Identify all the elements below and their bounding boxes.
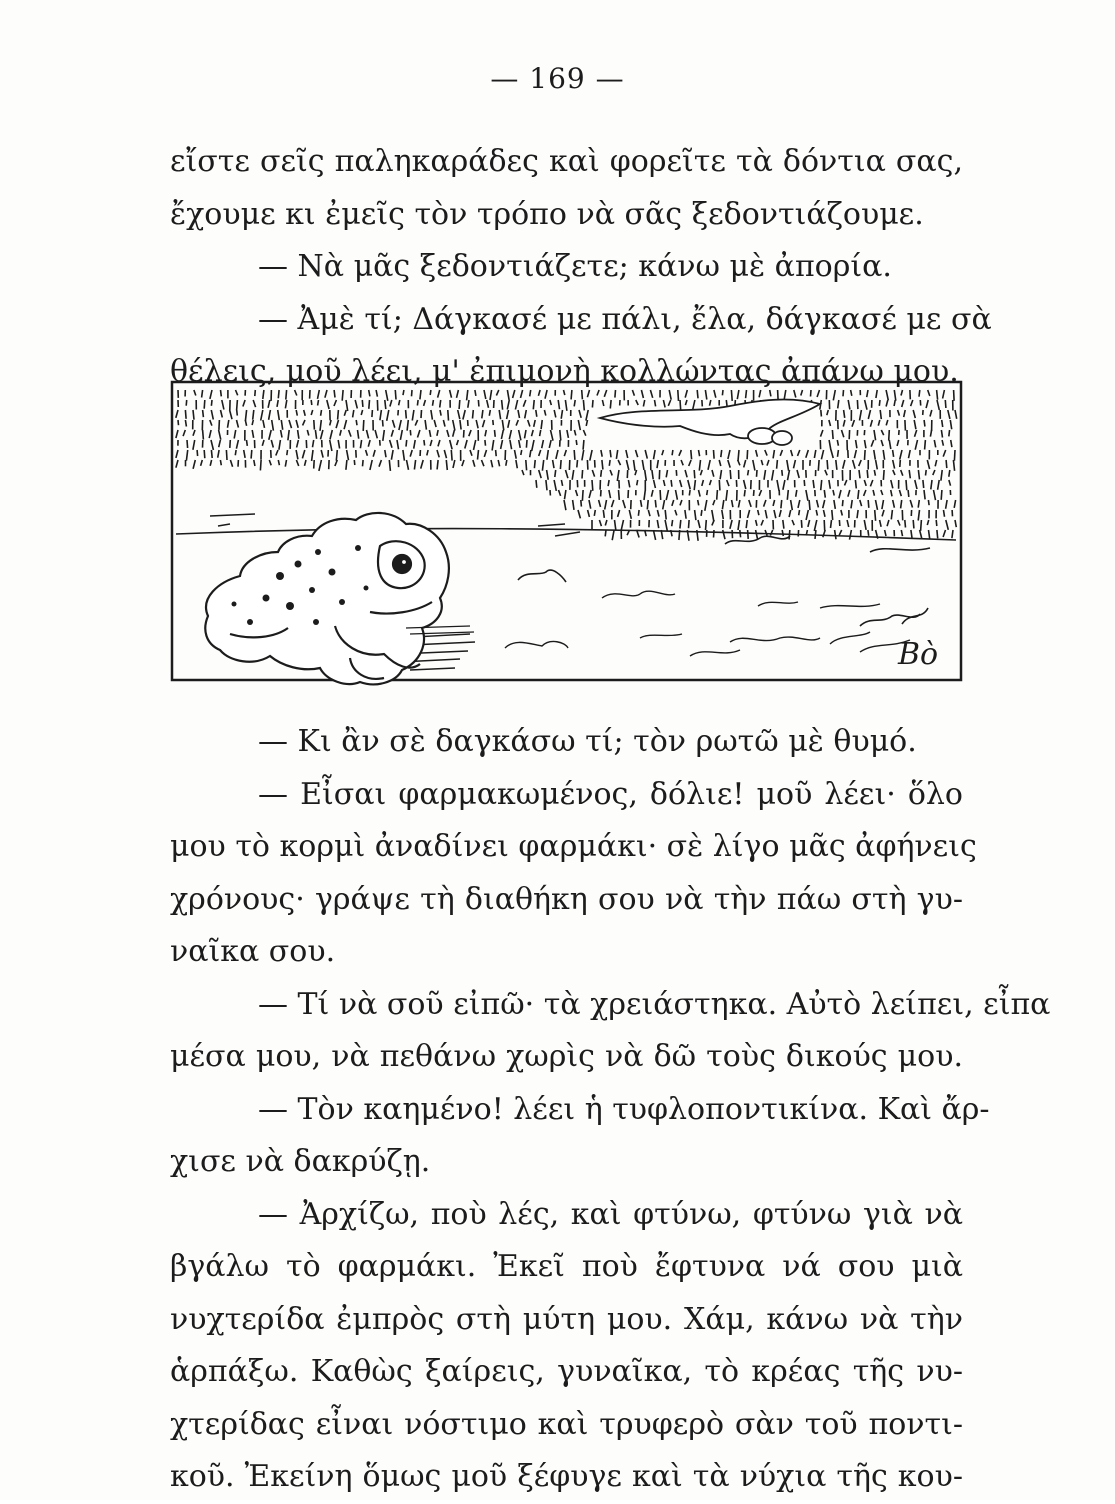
text-line: χτερίδας εἶναι νόστιμο καὶ τρυφερὸ σὰν τοῦ ποντι- <box>170 1406 963 1442</box>
text-line: κοῦ. Ἐκείνη ὅμως μοῦ ξέφυγε καὶ τὰ νύχια τῆς κου- <box>170 1459 963 1494</box>
text-line: ναῖκα σου. <box>170 934 336 969</box>
text-line: ἔχουμε κι ἐμεῖς τὸν τρόπο νὰ σᾶς ξεδοντιάζουμε. <box>170 196 924 232</box>
dialogue-line: — Τί νὰ σοῦ εἰπῶ· τὰ χρειάστηκα. Αὐτὸ λείπει, εἶπα <box>258 986 1051 1022</box>
dialogue-line: — Εἶσαι φαρμακωμένος, δόλιε! μοῦ λέει· ὅλο <box>258 776 963 812</box>
text-line: χισε νὰ δακρύζῃ. <box>170 1144 431 1179</box>
text-line: μέσα μου, νὰ πεθάνω χωρὶς νὰ δῶ τοὺς δικούς μου. <box>170 1039 963 1074</box>
dialogue-line: — Κι ἂν σὲ δαγκάσω τί; τὸν ρωτῶ μὲ θυμό. <box>258 724 917 759</box>
text-line: βγάλω τὸ φαρμάκι. Ἐκεῖ ποὺ ἔφτυνα νά σου μιὰ <box>170 1249 963 1284</box>
ground-tufts <box>518 536 930 626</box>
bat <box>600 400 820 445</box>
sky-hatching <box>176 390 957 541</box>
toad-illustration <box>170 376 963 702</box>
text-line: χρόνους· γράψε τὴ διαθήκη σου νὰ τὴν πάω στὴ γυ- <box>170 881 963 917</box>
dialogue-line: — Τὸν καημένο! λέει ἡ τυφλοποντικίνα. Καὶ ἄρ- <box>258 1091 990 1127</box>
text-line: νυχτερίδα ἐμπρὸς στὴ μύτη μου. Χάμ, κάνω νὰ τὴν <box>170 1301 963 1337</box>
dialogue-line: — Ἀρχίζω, ποὺ λές, καὶ φτύνω, φτύνω γιὰ νὰ <box>258 1196 963 1232</box>
dialogue-line: — Ἀμὲ τί; Δάγκασέ με πάλι, ἔλα, δάγκασέ με σὰ <box>258 301 992 337</box>
text-line: μου τὸ κορμὶ ἀναδίνει φαρμάκι· σὲ λίγο μᾶς ἀφήνεις <box>170 829 977 864</box>
text-block-bottom <box>170 716 1051 1504</box>
page-number: — 169 — <box>490 62 625 95</box>
text-block-top <box>170 136 992 399</box>
text-line: εἴστε σεῖς παληκαράδες καὶ φορεῖτε τὰ δόντια σας, <box>170 144 963 179</box>
dialogue-line: — Νὰ μᾶς ξεδοντιάζετε; κάνω μὲ ἀπορία. <box>258 249 892 284</box>
text-line: ἁρπάξω. Καθὼς ξαίρεις, γυναῖκα, τὸ κρέας τῆς νυ- <box>170 1354 963 1389</box>
illustrator-signature: Βὸ <box>898 637 939 672</box>
text-line: θέλεις, μοῦ λέει, μ' ἐπιμονὴ κολλώντας ἀπάνω μου. <box>170 354 959 389</box>
toad <box>205 513 449 684</box>
